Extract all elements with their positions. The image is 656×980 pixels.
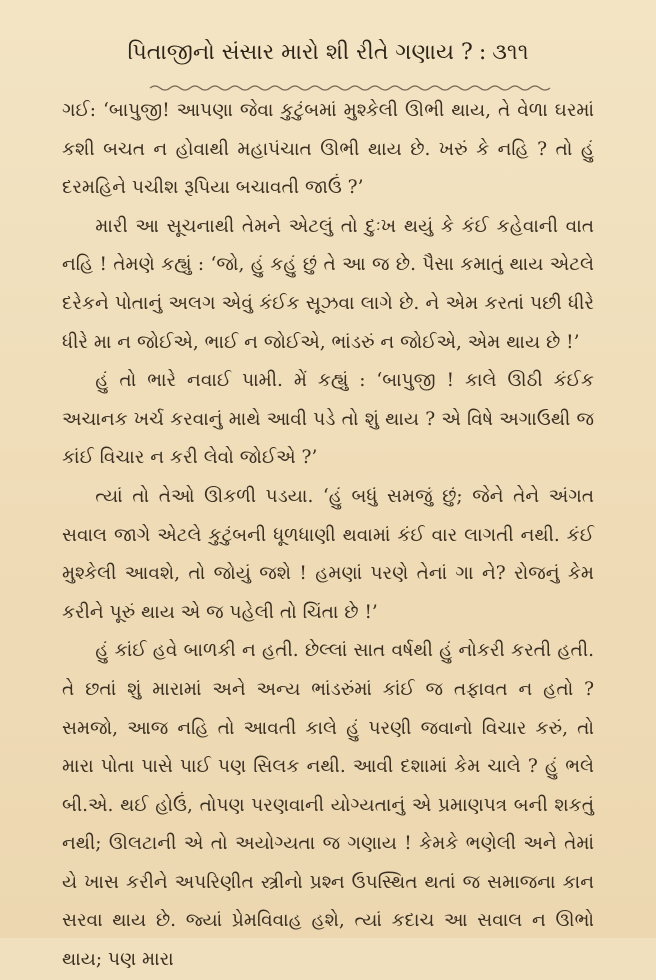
header-wavy-rule: [150, 84, 550, 92]
running-title: પિતાજીનો સંસાર મારો શી રીતે ગણાય ?: [127, 40, 473, 65]
header-separator: :: [478, 40, 487, 65]
page-number: ૩૧૧: [492, 40, 529, 65]
paragraph-5: હું કાંઈ હવે બાળકી ન હતી. છેલ્લાં સાત વર્ષથી હું નોકરી કરતી હતી. તે છતાં શું મારામાં અને અન્ય ભાંડરુંમાં કાંઈ જ તફાવત ન હતો ? સમજો, આજ નહિ તો આવતી કાલે હું પરણી જવાનો વિચાર કરું, તો મારા પોતા પાસે પાઈ પણ સિલક નથી. આવી દશામાં કેમ ચાલે ? હું ભલે બી.એ. થઈ હોઉં, તોપણ પરણવાની યોગ્યતાનું એ પ્રમાણપત્ર બની શકતું નથી; ઊલટાની એ તો અયોગ્યતા જ ગણાય ! કેમકે ભણેલી અને તેમાં યે ખાસ કરીને અપરિણીત સ્ત્રીનો પ્રશ્ન ઉપસ્થિત થતાં જ સમાજના કાન સરવા થાય છે. જ્યાં પ્રેમવિવાહ હશે, ત્યાં કદાચ આ સવાલ ન ઊભો થાય; પણ મારા: [62, 640, 594, 971]
page-body: [62, 92, 594, 980]
paragraph-1: ગઈ: ‘બાપુજી! આપણા જેવા કુટુંબમાં મુશ્કેલી ઊભી થાય, તે વેળા ઘરમાં કશી બચત ન હોવાથી મહાપંચાત ઊભી થાય છે. ખરું કે નહિ ? તો હું દરમહિને પચીશ રૂપિયા બચાવતી જાઉં ?’: [62, 100, 594, 199]
paragraph-4: ત્યાં તો તેઓ ઊકળી પડયા. ‘હું બધું સમજું છું; જેને તેને અંગત સવાલ જાગે એટલે કુટુંબની ધૂળધાણી થવામાં કંઈ વાર લાગતી નથી. કંઈ મુશ્કેલી આવશે, તો જોયું જશે ! હમણાં પરણે તેનાં ગા ને? રોજનું કેમ કરીને પૂરું થાય એ જ પહેલી તો ચિંતા છે !’: [62, 485, 594, 623]
page-header: [0, 40, 656, 65]
paragraph-3: હું તો ભારે નવાઈ પામી. મેં કહ્યું : ‘બાપુજી ! કાલે ઊઠી કંઈક અચાનક ખર્ચ કરવાનું માથે આવી પડે તો શું થાય ? એ વિષે અગાઉથી જ કાંઈ વિચાર ન કરી લેવો જોઈએ ?’: [62, 370, 594, 469]
paragraph-2: મારી આ સૂચનાથી તેમને એટલું તો દુઃખ થયું કે કંઈ કહેવાની વાત નહિ ! તેમણે કહ્યું : ‘જો, હું કહું છું તે આ જ છે. પૈસા કમાતું થાય એટલે દરેકને પોતાનું અલગ એવું કંઈક સૂઝવા લાગે છે. ને એમ કરતાં પછી ધીરે ધીરે મા ન જોઈએ, ભાઈ ન જોઈએ, ભાંડરું ન જોઈએ, એમ થાય છે !’: [62, 215, 594, 353]
